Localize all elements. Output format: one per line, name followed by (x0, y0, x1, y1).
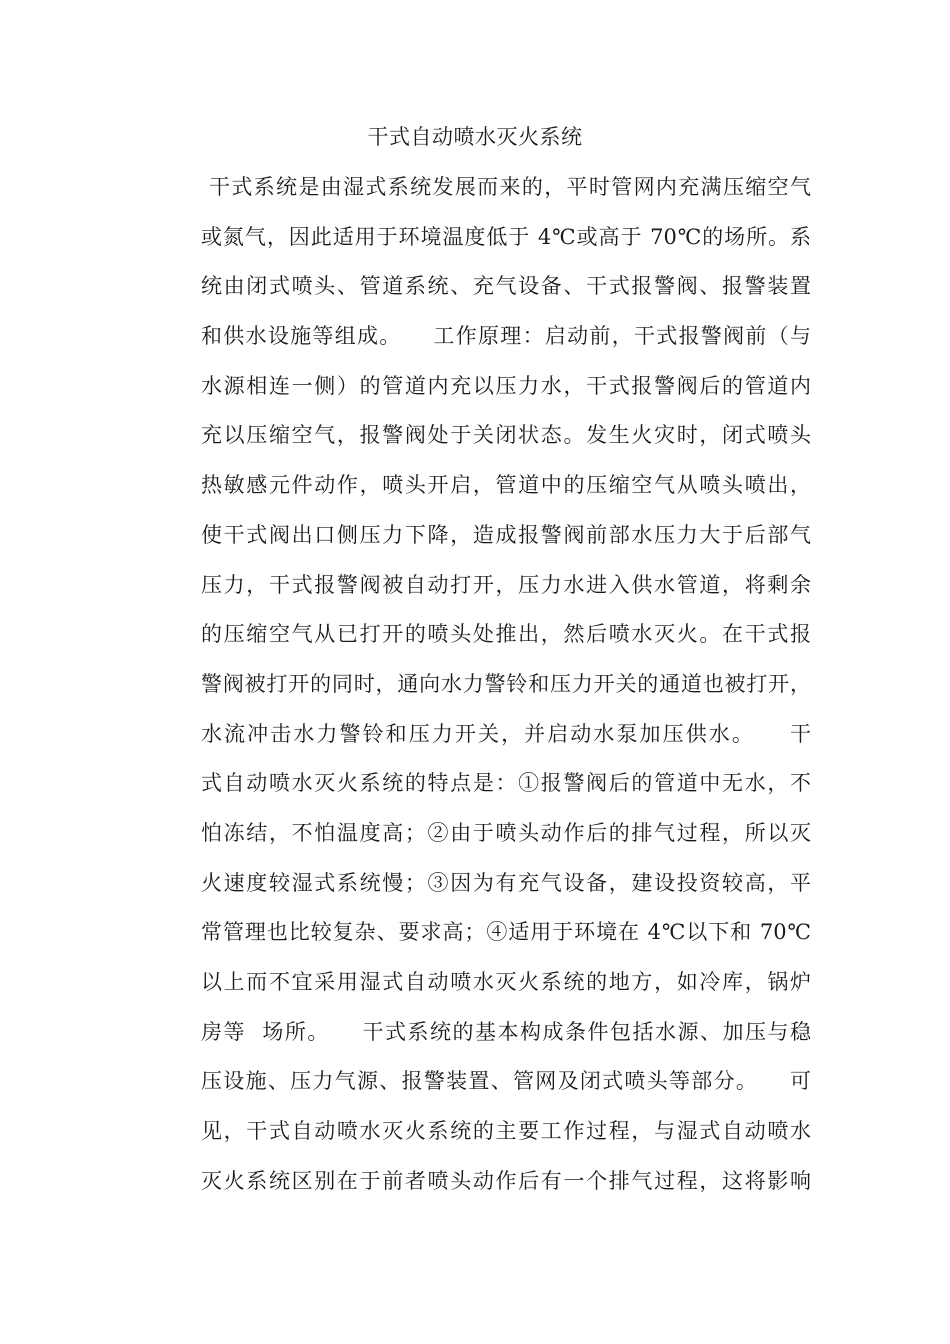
body-line: 统由闭式喷头、管道系统、充气设备、干式报警阀、报警装置 (201, 274, 811, 299)
body-line: 压设施、压力气源、报警装置、管网及闭式喷头等部分。 可 (201, 1069, 811, 1094)
body-line: 以上而不宜采用湿式自动喷水灭火系统的地方，如冷库，锅炉 (201, 970, 811, 994)
body-line: 和供水设施等组成。 工作原理：启动前，干式报警阀前（与 (201, 324, 811, 349)
body-line: 火速度较湿式系统慢；③因为有充气设备，建设投资较高，平 (201, 870, 811, 895)
document-body (201, 167, 811, 1210)
body-line: 灭火系统区别在于前者喷头动作后有一个排气过程，这将影响 (201, 1168, 811, 1193)
body-line: 充以压缩空气，报警阀处于关闭状态。发生火灾时，闭式喷头 (201, 423, 811, 448)
body-line: 热敏感元件动作，喷头开启，管道中的压缩空气从喷头喷出， (201, 473, 811, 498)
body-line: 的压缩空气从已打开的喷头处推出，然后喷水灭火。在干式报 (201, 622, 811, 647)
body-line: 使干式阀出口侧压力下降，造成报警阀前部水压力大于后部气 (201, 522, 811, 547)
document-title: 干式自动喷水灭火系统 (367, 125, 583, 149)
body-line: 干式系统是由湿式系统发展而来的，平时管网内充满压缩空气 (201, 175, 811, 199)
body-line: 警阀被打开的同时，通向水力警铃和压力开关的通道也被打开， (201, 671, 811, 696)
body-line: 怕冻结，不怕温度高；②由于喷头动作后的排气过程，所以灭 (201, 820, 811, 845)
body-line: 压力，干式报警阀被自动打开，压力水进入供水管道，将剩余 (201, 572, 811, 597)
body-line: 水流冲击水力警铃和压力开关，并启动水泵加压供水。 干 (201, 721, 811, 746)
body-line: 见，干式自动喷水灭火系统的主要工作过程，与湿式自动喷水 (201, 1119, 811, 1144)
body-line: 常管理也比较复杂、要求高；④适用于环境在 4℃以下和 70℃ (201, 920, 811, 945)
body-line: 水源相连一侧）的管道内充以压力水，干式报警阀后的管道内 (201, 373, 811, 398)
body-line: 式自动喷水灭火系统的特点是：①报警阀后的管道中无水，不 (201, 771, 811, 796)
body-line: 或氮气，因此适用于环境温度低于 4℃或高于 70℃的场所。系 (201, 224, 811, 249)
body-line: 房等 场所。 干式系统的基本构成条件包括水源、加压与稳 (201, 1019, 811, 1044)
